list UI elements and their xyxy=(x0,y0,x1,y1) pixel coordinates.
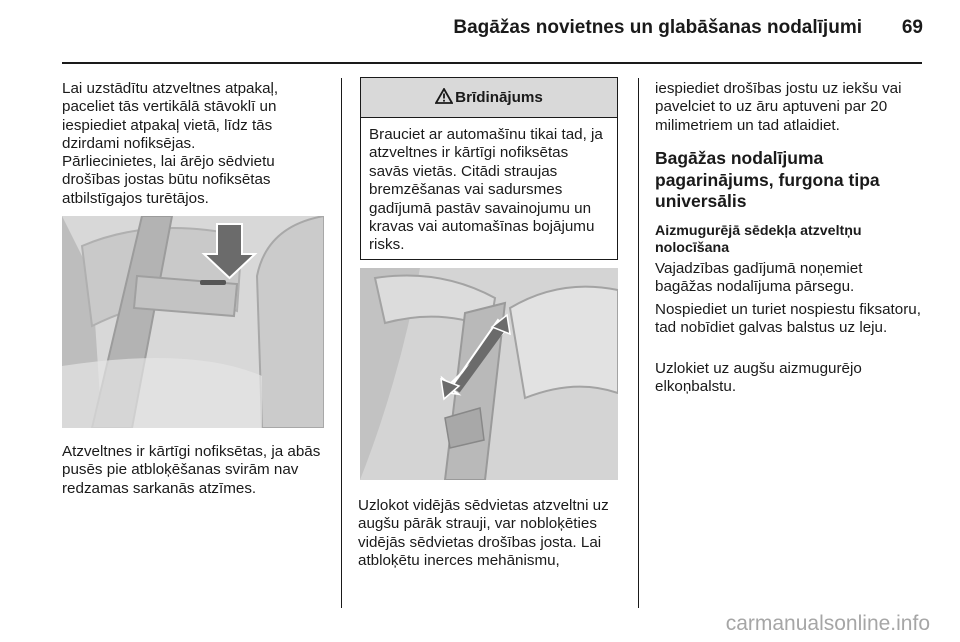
section-subheading: Aizmugurējā sēdekļa atzveltņu nolocīšana xyxy=(655,223,862,256)
right-paragraph-3: Nospiediet un turiet nospiestu fiksatoru, tad nobīdiet galvas balstus uz leju. xyxy=(655,301,921,337)
left-paragraph-2: Pārliecinietes, lai ārējo sēdvietu drošības jostas būtu nofiksētas atbilstīgajos turētājos. xyxy=(62,153,275,207)
center-seat-backrest-illustration xyxy=(360,268,618,480)
center-seat-backrest-drawing xyxy=(360,268,618,480)
warning-triangle-icon xyxy=(435,88,453,108)
column-divider-left xyxy=(341,78,342,608)
seatbelt-holder-illustration xyxy=(62,216,324,428)
middle-paragraph-1: Uzlokot vidējās sēdvietas atzveltni uz augšu pārāk strauji, var nobloķēties vidējās sēdvietas drošības josta. Lai atbloķētu inerces mehānismu, xyxy=(358,497,609,570)
right-paragraph-4: Uzlokiet uz augšu aizmugurējo elkoņbalstu. xyxy=(655,360,862,396)
page-header-title: Bagāžas novietnes un glabāšanas nodalījumi xyxy=(453,17,862,38)
column-divider-right xyxy=(638,78,639,608)
left-paragraph-1: Lai uzstādītu atzveltnes atpakaļ, paceliet tās vertikālā stāvoklī un iespiediet atpakaļ vietā, līdz tās dzirdami nofiksējas. xyxy=(62,80,279,153)
warning-title: Brīdinājums xyxy=(455,89,543,106)
warning-box xyxy=(360,77,618,260)
warning-header xyxy=(361,78,617,118)
warning-text: Brauciet ar automašīnu tikai tad, ja atzveltnes ir kārtīgi nofiksētas savās vietās. Citādi straujas bremzēšanas vai sadursmes gadījumā pastāv savainojumu un kravas vai automašīnas bojājumu risks. xyxy=(369,126,603,254)
page-number: 69 xyxy=(901,17,923,38)
footer-watermark[interactable]: carmanualsonline.info xyxy=(725,612,930,635)
seatbelt-holder-drawing xyxy=(62,216,324,428)
header-divider xyxy=(62,62,922,64)
left-paragraph-3: Atzveltnes ir kārtīgi nofiksētas, ja abās pusēs pie atbloķēšanas svirām nav redzamas sarkanās atzīmes. xyxy=(62,443,321,497)
right-paragraph-1: iespiediet drošības jostu uz iekšu vai pavelciet to uz āru aptuveni par 20 milimetriem un tad atlaidiet. xyxy=(655,80,902,134)
section-heading: Bagāžas nodalījuma pagarinājums, furgona tipa universālis xyxy=(655,148,880,211)
right-paragraph-2: Vajadzības gadījumā noņemiet bagāžas nodalījuma pārsegu. xyxy=(655,260,863,296)
